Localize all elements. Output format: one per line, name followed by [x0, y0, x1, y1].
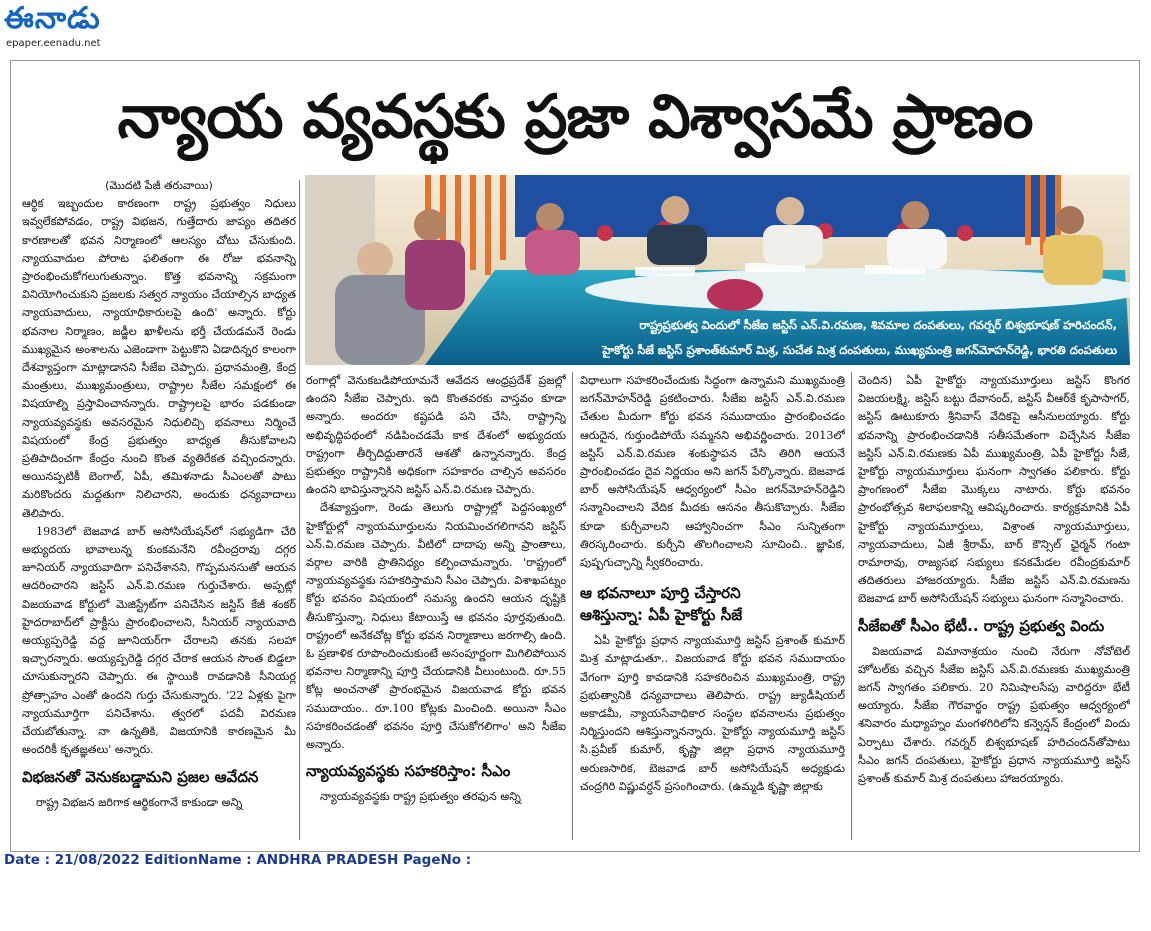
paragraph: విజయవాడ విమానాశ్రయం నుంచి నేరుగా నోవోటెల్ హోటల్‌కు వచ్చిన సీజేఐ జస్టిస్ ఎన్.వి.రమణకు ముఖ్యమంత్రి జగన్ స్వాగతం పలికారు. 20 నిమిషాలసేపు వారిద్దరూ భేటీ అయ్యారు. సీజేఐ గౌరవార్థం రాష్ట్ర ప్రభుత్వం ఆధ్వర్యంలో శనివారం మధ్యాహ్నం మంగళగిరిలోని కన్వెన్షన్ కేంద్రంలో విందు ఏర్పాటు చేశారు. గవర్నర్ బిశ్వభూషణ్ హరిచందన్‌తోపాటు సీఎం జగన్ దంపతులు, హైకోర్టు ప్రధాన న్యాయమూర్తి జస్టిస్ ప్రశాంత్ కుమార్ మిశ్ర దంపతులు హాజరయ్యారు. — [858, 644, 1130, 786]
continuation-note: (మొదటి పేజీ తరువాయి) — [105, 179, 213, 192]
edition-footer: Date : 21/08/2022 EditionName : ANDHRA PRADESH PageNo : — [4, 852, 472, 868]
column-rule — [851, 372, 852, 840]
caption-line-1: రాష్ట్రప్రభుత్వ విందులో సీజేఐ జస్టిస్ ఎన్.వి.రమణ, శివమాల దంపతులు, గవర్నర్ బిశ్వభూషణ్ హరిచందన్, — [639, 318, 1117, 332]
paragraph: 1983లో బెజవాడ బార్ అసోసియేషన్‌లో సభ్యుడిగా చేరి అభ్యుదయ భావాలున్న కుంకమనేని రవీంద్రరావు దగ్గర జూనియర్ న్యాయవాదిగా పనిచేశానని, గొప్పమనసుతో ఆయన ఆదరించారని జస్టిస్ ఎన్.వి.రమణ గుర్తుచేశారు. అప్పట్లో విజయవాడ కోర్టులో మెజిస్ట్రేట్‌గా పనిచేసిన జస్టిస్ కేజీ శంకర్ హైదరాబాద్‌లో ప్రాక్టీసు ప్రారంభించాలని, సీనియర్ న్యాయవాది అయ్యప్పరెడ్డి వద్ద జూనియర్‌గా చేరాలని తనకు సలహా ఇచ్చారన్నారు. అయ్యప్పరెడ్డి దగ్గర చేరాక ఆయన సొంత బిడ్డలా చూసుకున్నారని చెప్పారు. ఈ స్థాయికి రావడానికి సీనియర్ల ప్రోత్సాహం ఎంతో ఉందని గుర్తు చేసుకున్నారు. '22 ఏళ్లకు పైగా న్యాయమూర్తిగా పనిచేశాను. త్వరలో పదవీ విరమణ చేయబోతున్నా. నా ఉన్నతికి, విజయానికి కారణమైన మీ అందరికీ కృతజ్ఞతలు' అన్నారు. — [22, 524, 296, 757]
logo-url: epaper.eenadu.net — [6, 38, 101, 49]
column-rule — [572, 372, 573, 840]
section-heading: విభజనతో వెనుకబడ్డామని ప్రజల ఆవేదన — [22, 767, 259, 786]
section-heading: న్యాయవ్యవస్థకు సహకరిస్తాం: సీఎం — [306, 762, 511, 781]
news-photo — [305, 175, 1130, 365]
article-column-3 — [580, 372, 845, 842]
logo-text: ఈనాడు — [4, 1, 101, 36]
article-column-1 — [22, 177, 296, 842]
headline: న్యాయ వ్యవస్థకు ప్రజా విశ్వాసమే ప్రాణం — [117, 82, 1033, 152]
paragraph: ఏపీ హైకోర్టు ప్రధాన న్యాయమూర్తి జస్టిస్ ప్రశాంత్ కుమార్ మిశ్ర మాట్లాడుతూ.. విజయవాడ కోర్టు భవన సముదాయం వేగంగా పూర్తి కావడానికి సహకరించిన ముఖ్యమంత్రి, రాష్ట్ర ప్రభుత్వానికి ధన్యవాదాలు తెలిపారు. రాష్ట్ర జ్యుడీషియల్ అకాడమీ, న్యాయసేవాధికార సంస్థల భవనాలను ప్రభుత్వం నిర్మిస్తుందని ఆశిస్తున్నానన్నారు. హైకోర్టు న్యాయమూర్తి జస్టిస్ సి.ప్రవీణ్ కుమార్, కృష్ణా జిల్లా ప్రధాన న్యాయమూర్తి అరుణసారిక, బెజవాడ బార్ అసోసియేషన్ అధ్యక్షుడు చంద్రగిరి విష్ణువర్ధన్ ప్రసంగించారు. (ఉమ్మడి కృష్ణా జిల్లాకు — [580, 634, 845, 793]
eenadu-logo[interactable] — [4, 2, 144, 54]
section-heading-line-1: ఆ భవనాలూ పూర్తి చేస్తారని — [580, 584, 741, 603]
paragraph: రాష్ట్ర విభజన జరిగాక ఆర్థికంగానే కాకుండా అన్ని — [36, 795, 243, 809]
section-heading-line-2: ఆశిస్తున్నా: ఏపీ హైకోర్టు సీజే — [580, 606, 743, 625]
paragraph: విధాలుగా సహకరించేందుకు సిద్ధంగా ఉన్నామని ముఖ్యమంత్రి జగన్‌మోహన్‌రెడ్డి ప్రకటించారు. సీజేఐ జస్టిస్ ఎన్.వి.రమణ చేతుల మీదుగా కోర్టు భవన సముదాయం ప్రారంభించడం ఆరుదైన, గుర్తుండిపోయే సమ్మనని అభివర్ణించారు. 2013లో జస్టిస్ ఎన్.వి.రమణ శంకుస్థాపన చేసి తిరిగి ఆయనే ప్రారంభించడం దైవ నిర్ణయం అని జగన్ పేర్కొన్నారు. బెజవాడ బార్ అసోసియేషన్ ఆధ్వర్యంలో సీఎం జగన్‌మోహన్‌రెడ్డిని సన్మానించాలని వేదిక మీదకు ఆసనం తీసుకొచ్చారు. సీజేఐ కూడా కుర్చీవాలని ఆహ్వానించగా సీఎం సున్నితంగా తిరస్కరించారు. కుర్చీని తొలగించాలని సూచించి.. జ్ఞాపిక, పుష్పగుచ్ఛాన్ని స్వీకరించారు. — [580, 374, 845, 570]
paragraph: ఆర్థిక ఇబ్బందుల కారణంగా రాష్ట్ర ప్రభుత్వం నిధులు ఇవ్వలేకపోవడం, రాష్ట్ర విభజన, గుత్తేదారు జాప్యం తదితర కారణాలతో భవన నిర్మాణంలో ఆలస్యం చోటు చేసుకుంది. న్యాయవాదుల పోరాట ఫలితంగా ఈ రోజు భవనాన్ని ప్రారంభించుకోగలుగుతున్నాం. కొత్త భవనాన్ని సక్రమంగా వినియోగించుకుని ప్రజలకు సత్వర న్యాయం చేయాల్సిన బాధ్యత న్యాయవాదులు, న్యాయాధికారులపై ఉంది' అన్నారు. కోర్టు భవనాల నిర్మాణం, జడ్జీల ఖాళీలను భర్తీ చేయడమనే రెండు ముఖ్యమైన అంశాలను ఎజెండాగా పెట్టుకొని ఏడాదిన్నర కాలంగా దేశవ్యాప్తంగా మాట్లాడానని సీజేఐ చెప్పారు. ప్రధానమంత్రి, కేంద్ర మంత్రులు, ముఖ్యమంత్రులు, రాష్ట్రాల సీజేల సమక్షంలో ఈ విషయాల్ని ప్రస్తావించానన్నారు. రాష్ట్రాలపై భారం పడకుండా న్యాయవ్యవస్థకు అవసరమైన నిధులిచ్చి భవనాలు నిర్మించే విషయంలో కేంద్ర ప్రభుత్వం బాధ్యత తీసుకోవాలని ప్రతిపాదించగా కేంద్రం నుంచి కొంత వ్యతిరేకత వచ్చిందన్నారు. అయినప్పటికీ బెంగాల్, ఏపీ, తమిళనాడు సీఎంలతో పాటు మరికొందరు మద్దతుగా నిలిచారని, అందుకు ధన్యవాదాలు తెలిపారు. — [22, 197, 296, 520]
paragraph: న్యాయవ్యవస్థకు రాష్ట్ర ప్రభుత్వం తరఫున అన్ని — [320, 790, 521, 804]
section-heading — [580, 582, 845, 626]
photo-caption — [470, 313, 1125, 363]
caption-line-2: హైకోర్టు సీజే జస్టిస్ ప్రశాంత్‌కుమార్ మిశ్ర, సుచేత మిశ్ర దంపతులు, ముఖ్యమంత్రి జగన్‌మోహన్‌రెడ్డి, భారతి దంపతులు — [602, 343, 1117, 357]
column-rule — [299, 180, 300, 840]
section-heading: సీజేఐతో సీఎం భేటీ.. రాష్ట్ర ప్రభుత్వ విందు — [858, 616, 1105, 635]
paragraph: రంగాల్లో వెనుకబడిపోయామనే ఆవేదన ఆంధ్రప్రదేశ్ ప్రజల్లో ఉందని సీజేఐ చెప్పారు. ఇది కొంతవరకు వాస్తవం కూడా అన్నారు. అందరూ కష్టపడి పని చేసి, రాష్ట్రాన్ని అభివృద్ధిపథంలో నడిపించడమే కాక దేశంలో అభ్యుదయ రాష్ట్రంగా తీర్చిదిద్దుతారనే ఆశతో ఉన్నానన్నారు. కేంద్ర ప్రభుత్వం రాష్ట్రానికి అధికంగా సహకారం చాల్సిన అవసరం ఉందని భావిస్తున్నానని జస్టిస్ ఎన్.వి.రమణ చెప్పారు. — [306, 374, 566, 497]
paragraph: దేశవ్యాప్తంగా, రెండు తెలుగు రాష్ట్రాల్లో పెద్దసంఖ్యలో హైకోర్టుల్లో న్యాయమూర్తులను నియమించగలిగానని జస్టిస్ ఎన్.వి.రమణ చెప్పారు. వీటిలో దాదాపు అన్ని ప్రాంతాలు, వర్గాల వారికి ప్రాతినిధ్యం కల్పించామన్నారు. 'రాష్ట్రంలో న్యాయవ్యవస్థకు సహకరిస్తామని సీఎం చెప్పారు. విశాఖపట్నం కోర్టు భవనం విషయంలో సమస్య ఉందని ఆయన దృష్టికి తీసుకొస్తున్నా. నిధులు కేటాయిస్తే ఆ భవనం పూర్తవుతుంది. రాష్ట్రంలో అనేకచోట్ల కోర్టు భవన నిర్మాణాలు జరగాల్సి ఉంది. ఓ ప్రణాళిక రూపొందించుకుంటే అసంపూర్ణంగా మిగిలిపోయిన భవనాల నిర్మాణాన్ని పూర్తి చేయడానికి వీలుంటుంది. రూ.55 కోట్ల అంచనాతో ప్రారంభమైన విజయవాడ కోర్టు భవన సముదాయం.. రూ.100 కోట్లకు మించింది. అయినా సీఎం సహకరించడంతో భవనం పూర్తి చేసుకోగలిగాం' అని సీజేఐ అన్నారు. — [306, 501, 566, 752]
paragraph: చెందిన) ఏపీ హైకోర్టు న్యాయమూర్తులు జస్టిస్ కొంగర విజయలక్ష్మి, జస్టిస్ బట్టు దేవానంద్, జస్టిస్ వీఆర్‌కే కృపాసాగర్, జస్టిస్ ఊటుకూరు శ్రీనివాస్ వేదికపై ఆసీనులయ్యారు. కోర్టు భవనాన్ని ప్రారంభించడానికి సతీసమేతంగా విచ్చేసిన సీజేఐ జస్టిస్ ఎన్.వి.రమణకు ఏపీ ముఖ్యమంత్రి, ఏపీ హైకోర్టు సీజే, హైకోర్టు న్యాయమూర్తులు ఘనంగా స్వాగతం పలికారు. కోర్టు ప్రాంగణంలో సీజేఐ మొక్కలు నాటారు. కోర్టు భవనం ప్రారంభోత్సవ శిలాఫలకాన్ని ఆవిష్కరించారు. కార్యక్రమానికి ఏపీ హైకోర్టు న్యాయమూర్తులు, విశ్రాంత న్యాయమూర్తులు, న్యాయవాదులు, ఏజీ శ్రీరామ్, బార్ కౌన్సిల్ ఛైర్మన్ గంటా రామారావు, రాజ్యసభ సభ్యులు కనకమేడల రవీంద్రకుమార్ తదితరులు హాజరయ్యారు. సీజేఐ జస్టిస్ ఎన్.వి.రమణను బెజవాడ బార్ అసోసియేషన్ సభ్యులు ఘనంగా సన్మానించారు. — [858, 374, 1130, 606]
article-column-4 — [858, 372, 1130, 842]
article-column-2 — [306, 372, 566, 842]
